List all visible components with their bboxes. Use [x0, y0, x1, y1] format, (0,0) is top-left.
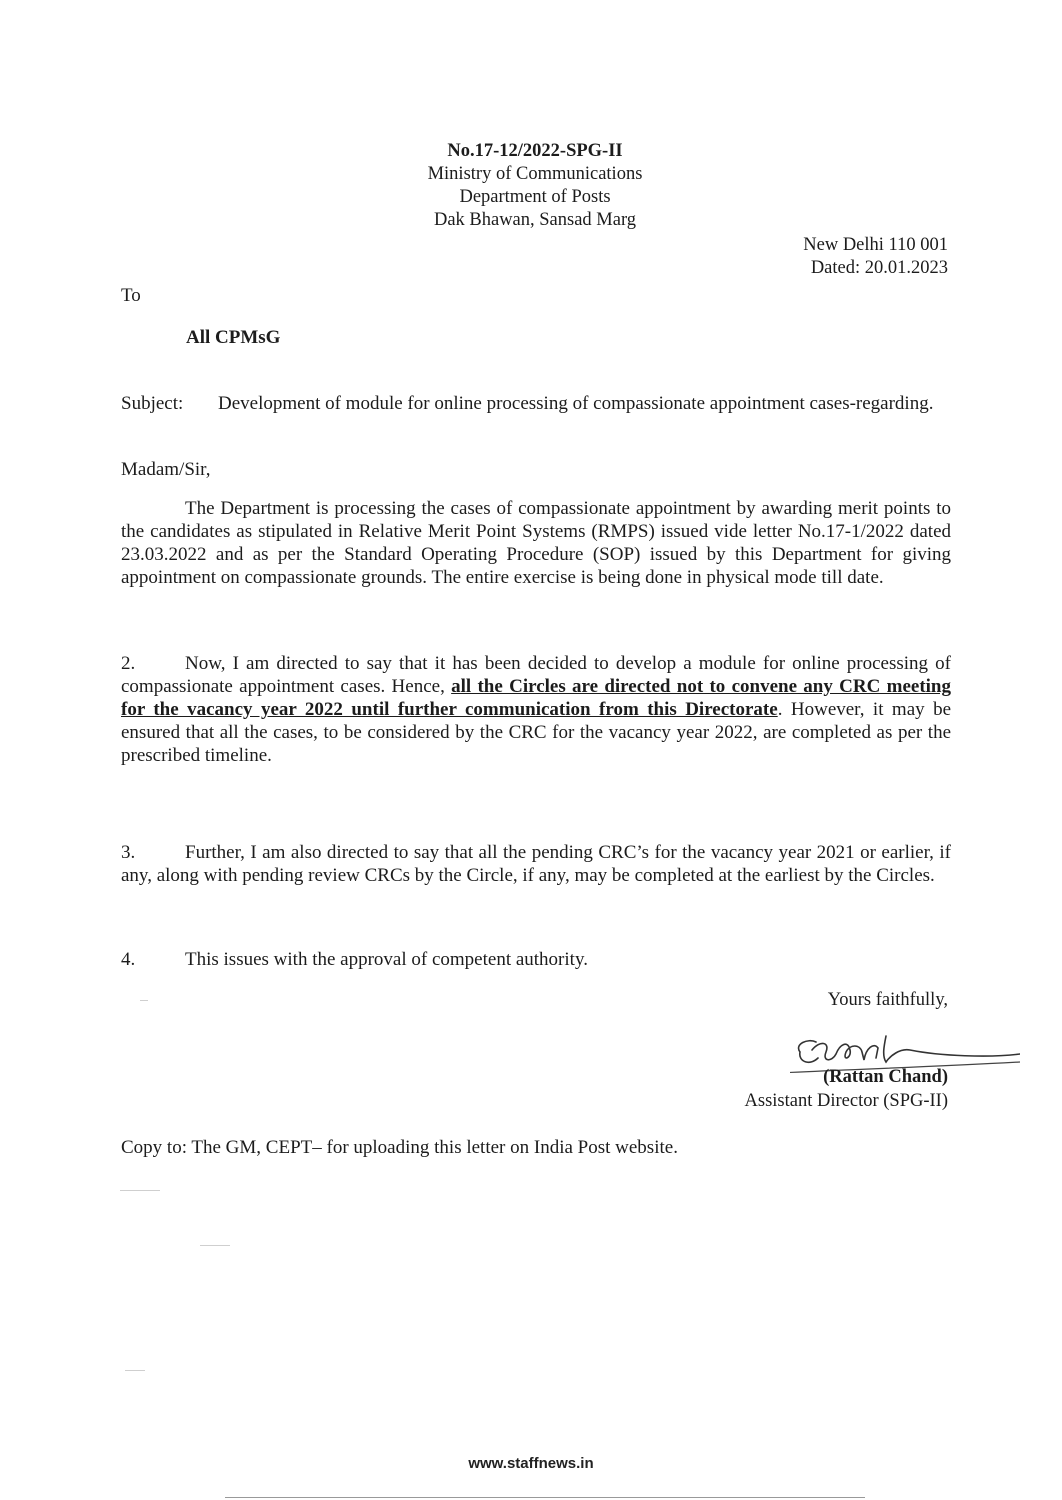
paragraph-3-number: 3. [121, 842, 136, 863]
paragraph-2-number: 2. [121, 653, 136, 674]
office-address: Dak Bhawan, Sansad Marg [433, 210, 637, 230]
scan-speck [200, 1245, 230, 1246]
letter-date: Dated: 20.01.2023 [810, 258, 948, 278]
salutation: Madam/Sir, [121, 459, 211, 480]
scan-speck [125, 1370, 145, 1371]
addressee: All CPMsG [186, 327, 281, 348]
paragraph-4 [121, 948, 951, 971]
paragraph-2 [121, 652, 951, 767]
subject-label: Subject: [121, 393, 184, 414]
signatory-title: Assistant Director (SPG-II) [744, 1091, 948, 1111]
signatory-name: (Rattan Chand) [823, 1067, 948, 1087]
paragraph-4-text: This issues with the approval of competent authority. [185, 949, 588, 970]
paragraph-3 [121, 841, 951, 887]
bottom-rule [225, 1497, 865, 1498]
copy-to: Copy to: The GM, CEPT– for uploading this letter on India Post website. [121, 1137, 678, 1158]
paragraph-2-text: Now, I am directed to say that it has been decided to develop a module for online processing of compassionate appointment cases. Hence, [121, 653, 951, 697]
file-number: No.17-12/2022-SPG-II [447, 141, 623, 161]
paragraph-4-number: 4. [121, 949, 136, 970]
subject-text: Development of module for online processing of compassionate appointment cases-regarding. [218, 393, 934, 414]
place: New Delhi 110 001 [803, 235, 948, 255]
paragraph-2-text-after: . However, it may be ensured that all the cases, to be considered by the CRC for the vacancy year 2022, are completed as per the prescribed timeline. [121, 699, 951, 766]
closing: Yours faithfully, [827, 990, 948, 1010]
to-label: To [121, 285, 141, 306]
paragraph-3-text: Further, I am also directed to say that all the pending CRC’s for the vacancy year 2021 or earlier, if any, along with pending review CRCs by the Circle, if any, may be completed at the earliest by the Circles. [121, 842, 951, 886]
paragraph-1: The Department is processing the cases of compassionate appointment by awarding merit points to the candidates as stipulated in Relative Merit Point Systems (RMPS) issued vide letter No.17-1/2022 dated 23.03.2022 and as per the Standard Operating Procedure (SOP) issued by this Department for giving appointment on compassionate grounds. The entire exercise is being done in physical mode till date. [121, 498, 951, 588]
scan-speck [140, 1000, 148, 1001]
scan-speck [120, 1190, 160, 1191]
ministry-name: Ministry of Communications [427, 164, 643, 184]
department-name: Department of Posts [459, 187, 611, 207]
paragraph-2-directive: all the Circles are directed not to convene any CRC meeting for the vacancy year 2022 until further communication from this Directorate [121, 676, 951, 720]
footer-website: www.staffnews.in [468, 1455, 594, 1472]
